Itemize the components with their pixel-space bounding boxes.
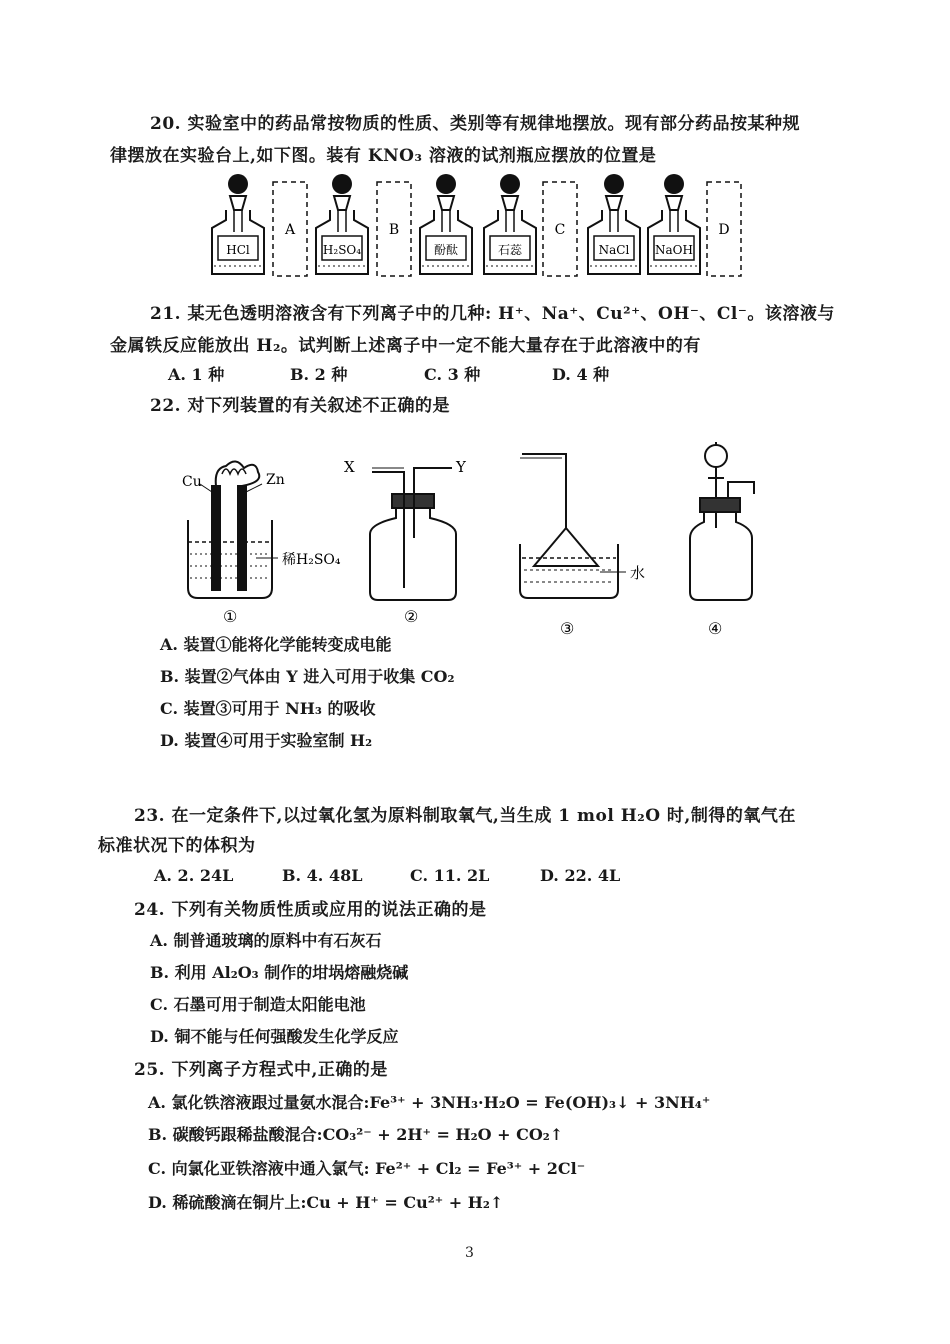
q25-stem: 25. 下列离子方程式中,正确的是 <box>134 1060 388 1080</box>
q21-line1: 21. 某无色透明溶液含有下列离子中的几种: H⁺、Na⁺、Cu²⁺、OH⁻、Cl⁻。该溶液与 <box>150 304 835 324</box>
apparatus-4-gas-generator <box>690 442 754 600</box>
label-x: X <box>344 458 355 476</box>
q23-option-c: C. 11. 2L <box>410 866 490 885</box>
q21-option-b: B. 2 种 <box>290 365 348 384</box>
label-apparatus-3: ③ <box>560 619 575 638</box>
slot-label: B <box>388 222 400 238</box>
q21-option-d: D. 4 种 <box>552 365 610 384</box>
bottle-label: NaOH <box>655 243 693 257</box>
q24-option-c: C. 石墨可用于制造太阳能电池 <box>150 995 366 1014</box>
slot-d <box>707 182 741 276</box>
slot-b <box>377 182 411 276</box>
q24-option-b: B. 利用 Al₂O₃ 制作的坩埚熔融烧碱 <box>150 963 409 982</box>
q23-option-d: D. 22. 4L <box>540 866 621 885</box>
slot-label: A <box>284 222 296 238</box>
q25-option-d: D. 稀硫酸滴在铜片上:Cu + H⁺ = Cu²⁺ + H₂↑ <box>148 1193 504 1212</box>
q25-option-a: A. 氯化铁溶液跟过量氨水混合:Fe³⁺ + 3NH₃·H₂O = Fe(OH)₃↓ + 3NH₄⁺ <box>148 1093 711 1112</box>
q22-stem: 22. 对下列装置的有关叙述不正确的是 <box>150 396 450 416</box>
q21-option-a: A. 1 种 <box>168 365 225 384</box>
q21-options <box>168 362 609 385</box>
label-apparatus-1: ① <box>223 607 238 626</box>
slot-a <box>273 182 307 276</box>
label-zn: Zn <box>266 472 285 488</box>
reagent-bottles-figure <box>0 170 950 290</box>
page-number: 3 <box>465 1245 474 1261</box>
apparatus-3-funnel-absorber <box>520 454 626 598</box>
reagent-bottle <box>588 174 640 274</box>
label-apparatus-2: ② <box>404 607 419 626</box>
q21-option-c: C. 3 种 <box>424 365 481 384</box>
q24-stem: 24. 下列有关物质性质或应用的说法正确的是 <box>134 900 487 920</box>
q23-option-b: B. 4. 48L <box>282 866 363 885</box>
reagent-bottle <box>484 174 536 274</box>
bottle-label: NaCl <box>598 243 630 257</box>
apparatus-figure <box>0 438 950 648</box>
apparatus-2-gas-bottle <box>370 468 456 600</box>
q22-option-d: D. 装置④可用于实验室制 H₂ <box>160 731 373 750</box>
q22-option-c: C. 装置③可用于 NH₃ 的吸收 <box>160 699 376 718</box>
reagent-bottle <box>316 174 368 274</box>
q20-line2: 律摆放在实验台上,如下图。装有 KNO₃ 溶液的试剂瓶应摆放的位置是 <box>110 146 657 166</box>
q21-line2: 金属铁反应能放出 H₂。试判断上述离子中一定不能大量存在于此溶液中的有 <box>110 336 701 356</box>
q24-option-a: A. 制普通玻璃的原料中有石灰石 <box>150 931 382 950</box>
q20-line1: 20. 实验室中的药品常按物质的性质、类别等有规律地摆放。现有部分药品按某种规 <box>150 114 800 134</box>
label-apparatus-4: ④ <box>708 619 723 638</box>
label-y: Y <box>456 458 466 476</box>
bottle-label: 酚酞 <box>433 243 459 257</box>
q22-option-a: A. 装置①能将化学能转变成电能 <box>160 635 392 654</box>
q22-option-b: B. 装置②气体由 Y 进入可用于收集 CO₂ <box>160 667 455 686</box>
q24-option-d: D. 铜不能与任何强酸发生化学反应 <box>150 1027 399 1046</box>
bottle-label: H₂SO₄ <box>322 243 362 257</box>
label-cu: Cu <box>182 474 202 490</box>
q23-options <box>154 866 620 885</box>
q25-option-c: C. 向氯化亚铁溶液中通入氯气: Fe²⁺ + Cl₂ = Fe³⁺ + 2Cl⁻ <box>148 1159 586 1178</box>
q25-option-b: B. 碳酸钙跟稀盐酸混合:CO₃²⁻ + 2H⁺ = H₂O + CO₂↑ <box>148 1125 564 1144</box>
slot-c <box>543 182 577 276</box>
q23-line1: 23. 在一定条件下,以过氧化氢为原料制取氧气,当生成 1 mol H₂O 时,制得的氧气在 <box>134 806 796 826</box>
label-dilute-acid: 稀H₂SO₄ <box>282 552 341 568</box>
slot-label: C <box>554 222 566 238</box>
slot-label: D <box>718 222 730 238</box>
reagent-bottle <box>212 174 264 274</box>
reagent-bottle <box>420 174 472 274</box>
bottle-label: 石蕊 <box>497 243 523 257</box>
label-water: 水 <box>630 564 646 582</box>
q23-line2: 标准状况下的体积为 <box>98 836 256 856</box>
bottle-label: HCl <box>226 243 250 257</box>
q23-option-a: A. 2. 24L <box>154 866 234 885</box>
reagent-bottle <box>648 174 700 274</box>
